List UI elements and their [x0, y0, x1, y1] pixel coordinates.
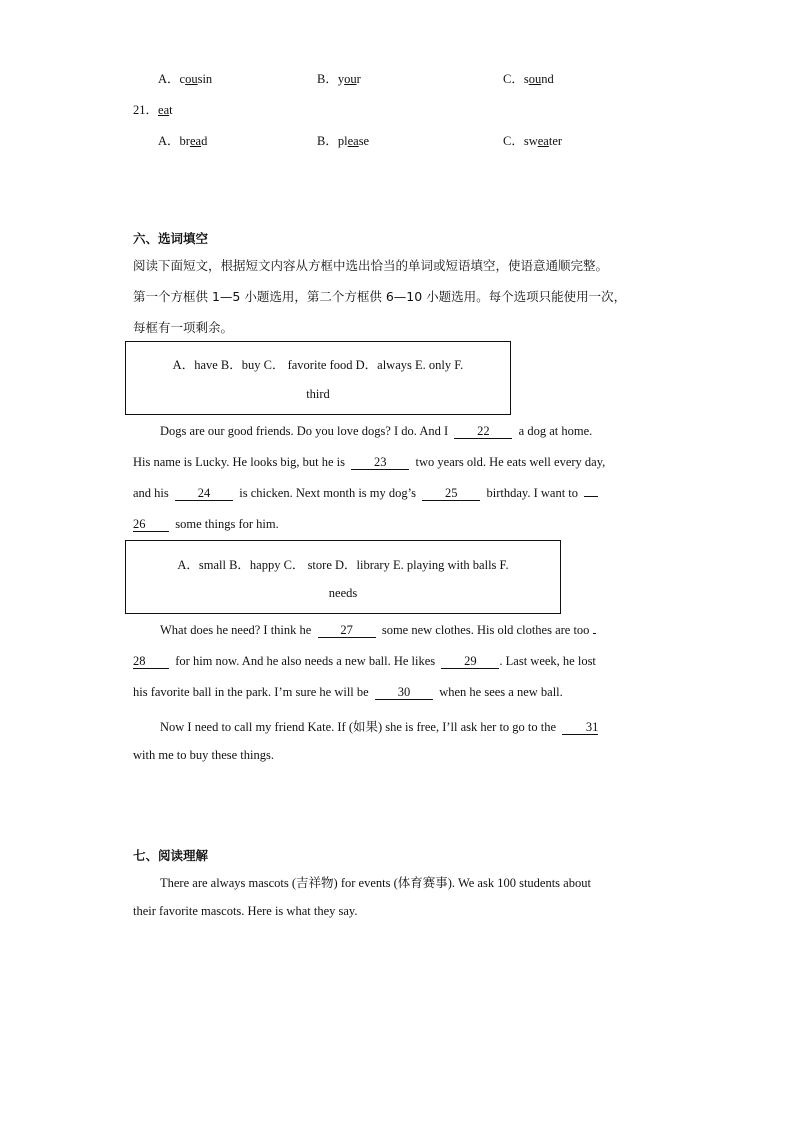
- word-box-1: [125, 341, 511, 415]
- blank-23[interactable]: 23: [351, 456, 409, 470]
- blank-27[interactable]: 27: [318, 624, 376, 638]
- q20-option-c: C．sound: [503, 72, 554, 86]
- para3-line-2: with me to buy these things.: [133, 748, 274, 762]
- section6-title: 六、选词填空: [133, 231, 209, 246]
- section7-title: 七、阅读理解: [133, 848, 209, 863]
- blank-25[interactable]: 25: [422, 487, 480, 501]
- word-box-2-line-1: A．small B．happy C． store D．library E. playing with balls F.: [177, 558, 509, 572]
- para2-line-1: What does he need? I think he 27 some new clothes. His old clothes are too: [160, 623, 596, 638]
- para2-line-3: his favorite ball in the park. I’m sure he will be 30 when he sees a new ball.: [133, 685, 563, 699]
- section6-instruction-1: 阅读下面短文，根据短文内容从方框中选出恰当的单词或短语填空，使语意通顺完整。: [133, 258, 609, 273]
- q21-option-c: C．sweater: [503, 134, 563, 148]
- section7-line-1: There are always mascots (吉祥物) for events (体育赛事). We ask 100 students about: [160, 876, 591, 890]
- word-box-1-line-1: A．have B．buy C． favorite food D．always E. only F.: [172, 358, 464, 372]
- section6-instruction-3: 每框有一项剩余。: [133, 320, 234, 335]
- section6-instruction-2: 第一个方框供 1—5 小题选用，第二个方框供 6—10 小题选用。每个选项只能使用一次，: [133, 289, 627, 304]
- blank-26-start: [584, 496, 598, 497]
- word-box-2: [125, 540, 561, 614]
- section7-line-2: their favorite mascots. Here is what they say.: [133, 904, 358, 918]
- blank-31[interactable]: 31: [562, 721, 598, 735]
- blank-24[interactable]: 24: [175, 487, 233, 501]
- blank-26[interactable]: 26: [133, 518, 169, 532]
- blank-28-start: [593, 633, 596, 634]
- blank-28[interactable]: 28: [133, 655, 169, 669]
- para1-line-2: His name is Lucky. He looks big, but he is 23 two years old. He eats well every day,: [133, 455, 606, 469]
- q21-stem: 21．eat: [133, 103, 173, 117]
- para1-line-4: 26 some things for him.: [133, 517, 279, 531]
- q20-option-b: B．your: [317, 72, 361, 86]
- para2-line-2: 28 for him now. And he also needs a new ball. He likes 29 . Last week, he lost: [133, 654, 596, 668]
- q21-option-b: B．please: [317, 134, 370, 148]
- para3-line-1: Now I need to call my friend Kate. If (如果) she is free, I’ll ask her to go to the 31: [160, 720, 599, 734]
- q21-option-a: A．bread: [158, 134, 208, 148]
- para1-line-3: and his 24 is chicken. Next month is my dog’s 25 birthday. I want to: [133, 486, 598, 501]
- word-box-2-line-2: needs: [328, 586, 358, 600]
- word-box-1-line-2: third: [306, 387, 330, 401]
- blank-29[interactable]: 29: [441, 655, 499, 669]
- para1-line-1: Dogs are our good friends. Do you love dogs? I do. And I 22 a dog at home.: [160, 424, 593, 438]
- blank-30[interactable]: 30: [375, 686, 433, 700]
- q20-option-a: A．cousin: [158, 72, 213, 86]
- blank-22[interactable]: 22: [454, 425, 512, 439]
